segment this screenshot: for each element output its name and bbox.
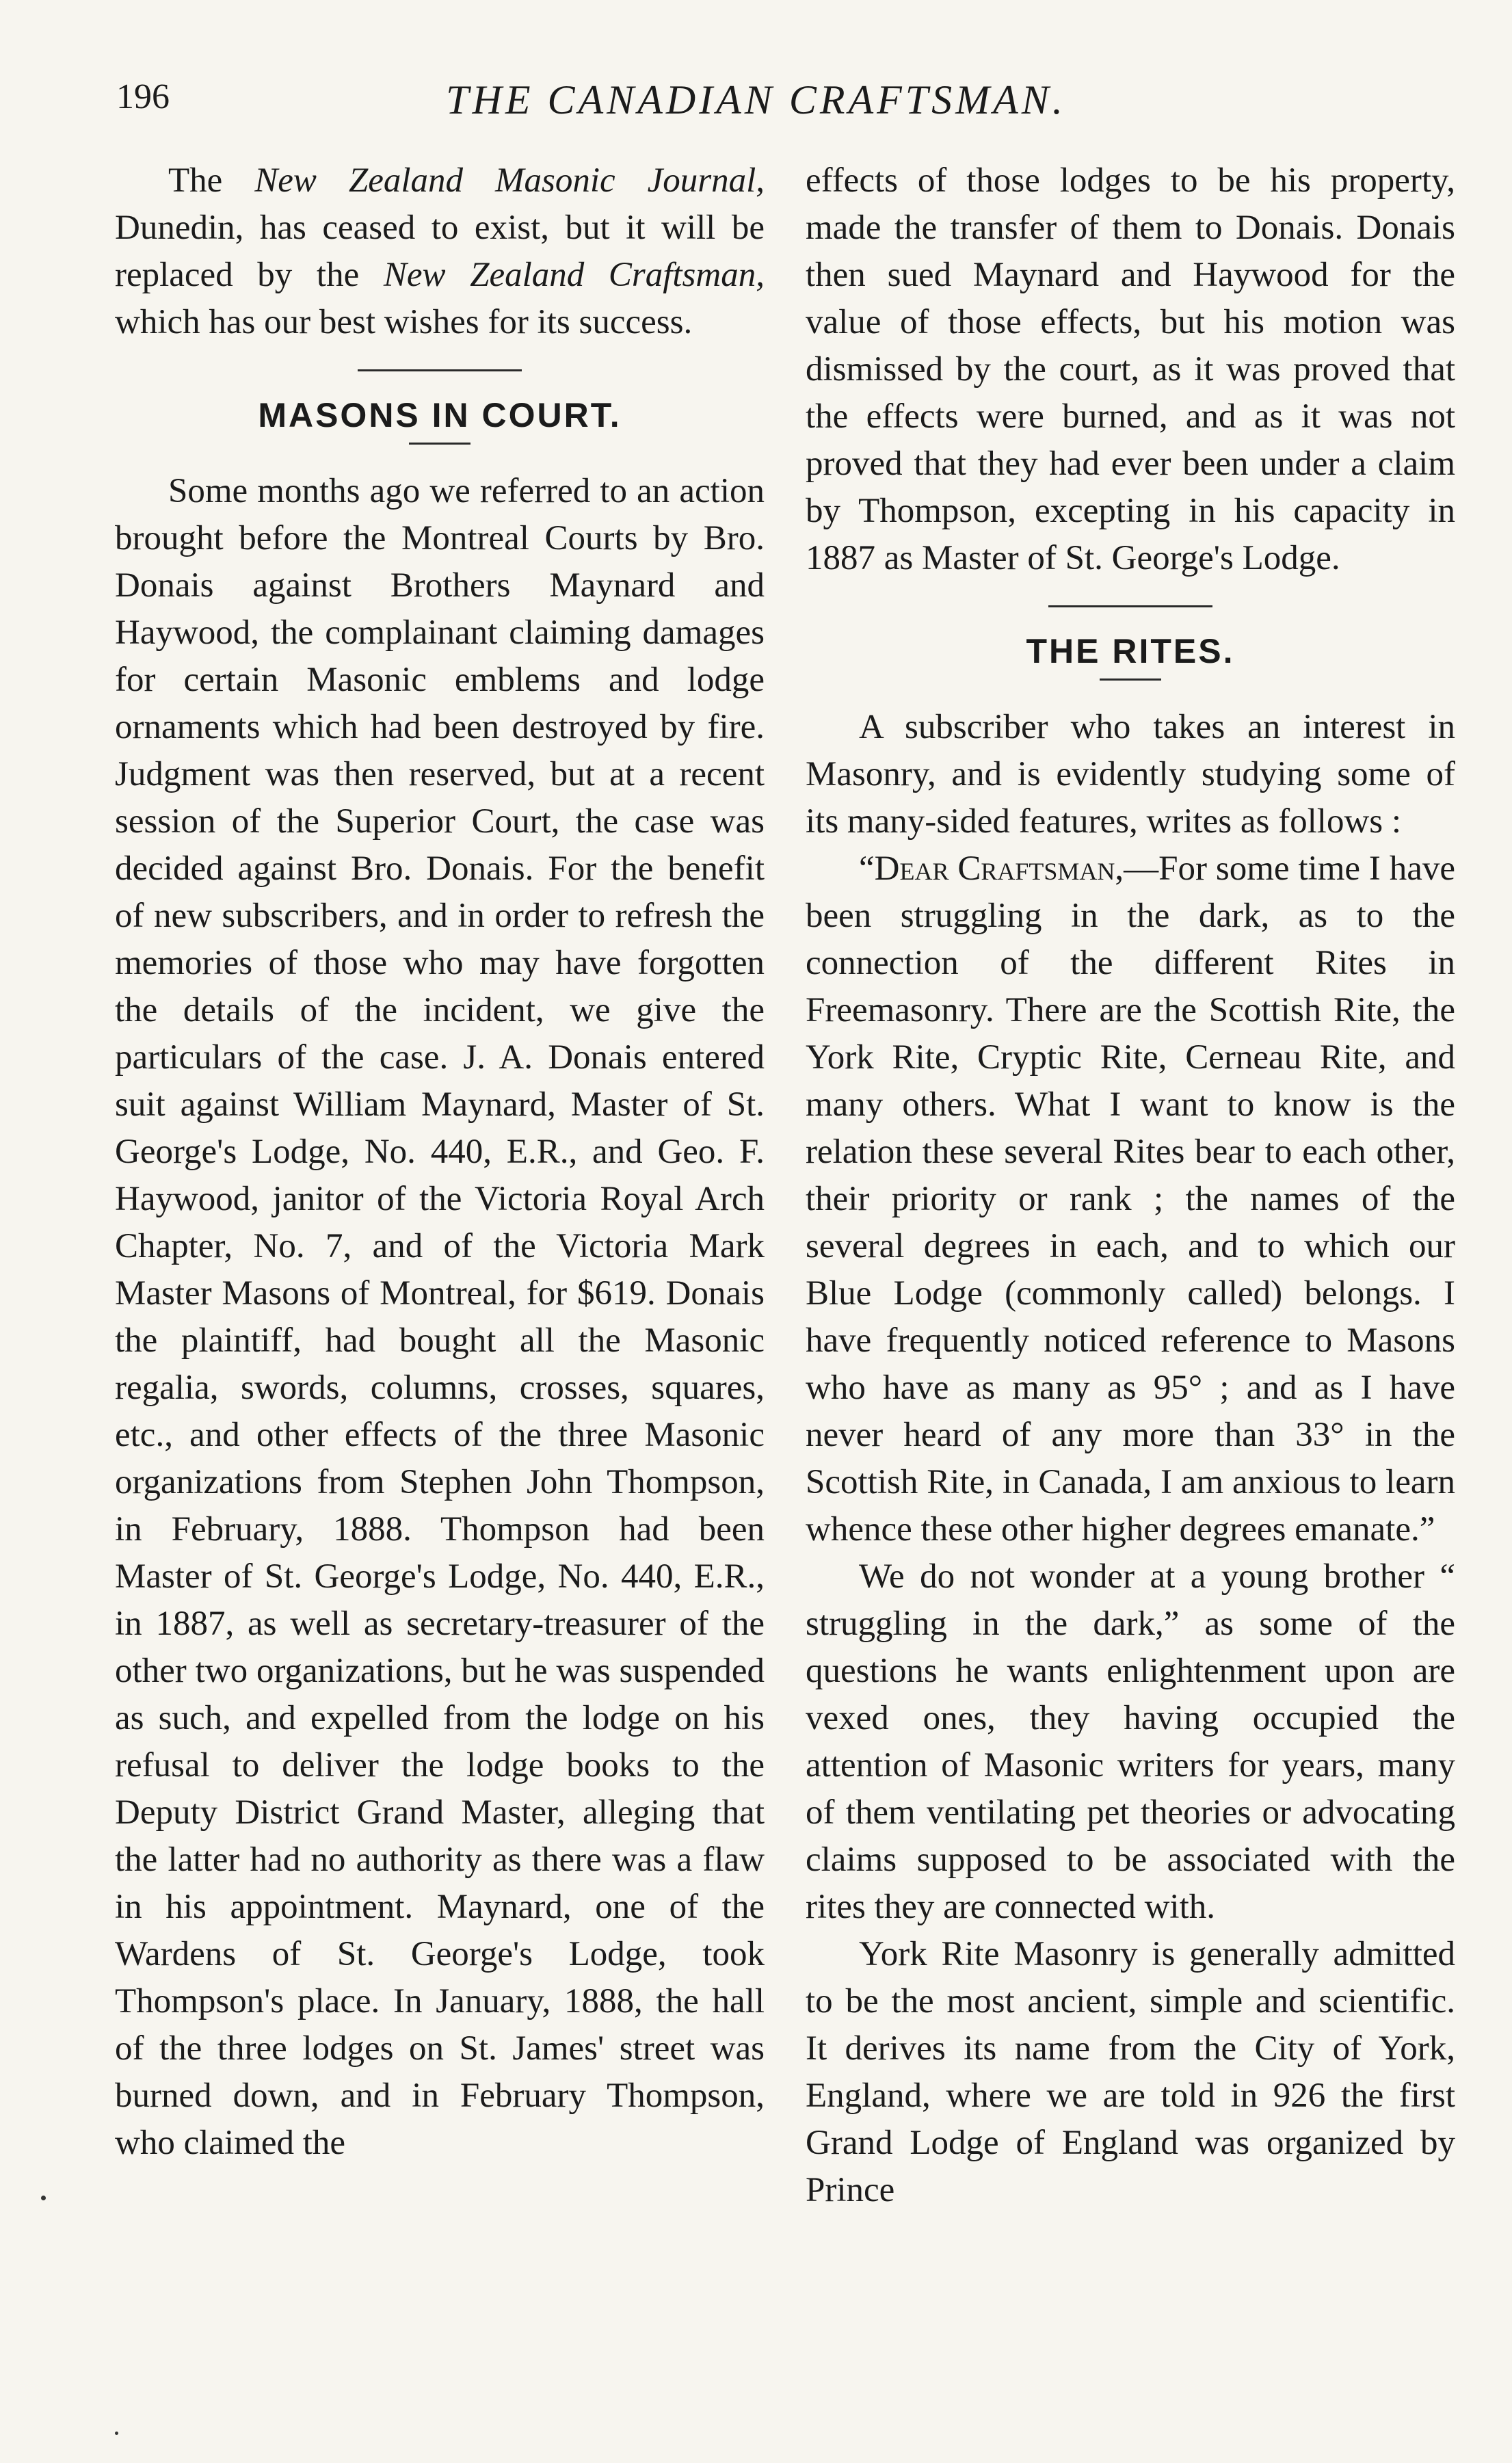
left-column xyxy=(115,157,765,2167)
editor-response-paragraph: We do not wonder at a young brother “ struggling in the dark,” as some of the questions he wants enlightenment upon are vexed ones, they having occupied the attention of Masonic writers for years, many of them ventilating pet theories or advocating claims supposed to be associated with the rites they are connected with. xyxy=(806,1557,1455,1926)
running-title: THE CANADIAN CRAFTSMAN. xyxy=(446,77,1066,122)
new-zealand-notice: The New Zealand Masonic Journal, Dunedin, has ceased to exist, but it will be replaced by the New Zealand Craftsman, which has our best wishes for its success. xyxy=(115,161,765,341)
york-rite-paragraph: York Rite Masonry is generally admitted to be the most ancient, simple and scientific. It derives its name from the City of York, England, where we are told in 926 the first Grand Lodge of England was organized by Prince xyxy=(806,1935,1455,2209)
page-header xyxy=(0,77,1512,138)
rites-intro-paragraph: A subscriber who takes an interest in Masonry, and is evidently studying some of its many-sided features, writes as follows : xyxy=(806,708,1455,841)
court-case-continuation: effects of those lodges to be his property, made the transfer of them to Donais. Donais then sued Maynard and Haywood for the value of those effects, but his motion was dismissed by the court, as it was proved that the effects were burned, and as it was not proved that they had ever been under a claim by Thompson, excepting in his capacity in 1887 as Master of St. George's Lodge. xyxy=(806,161,1455,577)
page-number: 196 xyxy=(116,77,170,116)
the-rites-heading: THE RITES. xyxy=(1026,632,1235,670)
letter-body: —For some time I have been struggling in the dark, as to the connection of the different Rites in Freemasonry. There are the Scottish Rite, the York Rite, Cryptic Rite, Cerneau Rite, and many others. What I want to know is the relation these several Rites bear to each other, their priority or rank ; the names of the several degrees in each, and to which our Blue Lodge (commonly called) belongs. I have frequently noticed reference to Masons who have as many as 95° ; and as I have never heard of any more than 33° in the Scottish Rite, in Canada, I am anxious to learn whence these other higher degrees emanate.” xyxy=(806,849,1455,1549)
journal-title: New Zealand Masonic Journal, xyxy=(254,161,765,200)
subscriber-letter xyxy=(806,845,1455,1553)
heading-rule xyxy=(409,443,470,445)
right-column xyxy=(806,157,1455,2214)
heading-rule xyxy=(1100,679,1161,681)
craftsman-title: New Zealand Craftsman, xyxy=(383,256,765,294)
print-speck xyxy=(115,2432,118,2435)
section-divider xyxy=(358,369,522,371)
masons-in-court-body: Some months ago we referred to an action brought before the Montreal Courts by Bro. Donais against Brothers Maynard and Haywood, the complainant claiming damages for certain Masonic emblems and lodge ornaments which had been destroyed by fire. Judgment was then reserved, but at a recent session of the Superior Court, the case was decided against Bro. Donais. For the benefit of new subscribers, and in order to refresh the memories of those who may have forgotten the details of the incident, we give the particulars of the case. J. A. Donais entered suit against William Maynard, Master of St. George's Lodge, No. 440, E.R., and Geo. F. Haywood, janitor of the Victoria Royal Arch Chapter, No. 7, and of the Victoria Mark Master Masons of Montreal, for $619. Donais the plaintiff, had bought all the Masonic regalia, swords, columns, crosses, squares, etc., and other effects of the three Masonic organizations from Stephen John Thompson, in February, 1888. Thompson had been Master of St. George's Lodge, No. 440, E.R., in 1887, as well as secretary-treasurer of the other two organizations, but he was suspended as such, and expelled from the lodge on his refusal to deliver the lodge books to the Deputy District Grand Master, alleging that the latter had no authority as there was a flaw in his appointment. Maynard, one of the Wardens of St. George's Lodge, took Thompson's place. In January, 1888, the hall of the three lodges on St. James' street was burned down, and in February Thompson, who claimed the xyxy=(115,472,765,2162)
letter-salutation: “Dear Craftsman, xyxy=(859,849,1124,888)
section-divider xyxy=(1048,605,1212,607)
masons-in-court-heading: MASONS IN COURT. xyxy=(258,396,622,434)
print-speck xyxy=(41,2196,46,2200)
